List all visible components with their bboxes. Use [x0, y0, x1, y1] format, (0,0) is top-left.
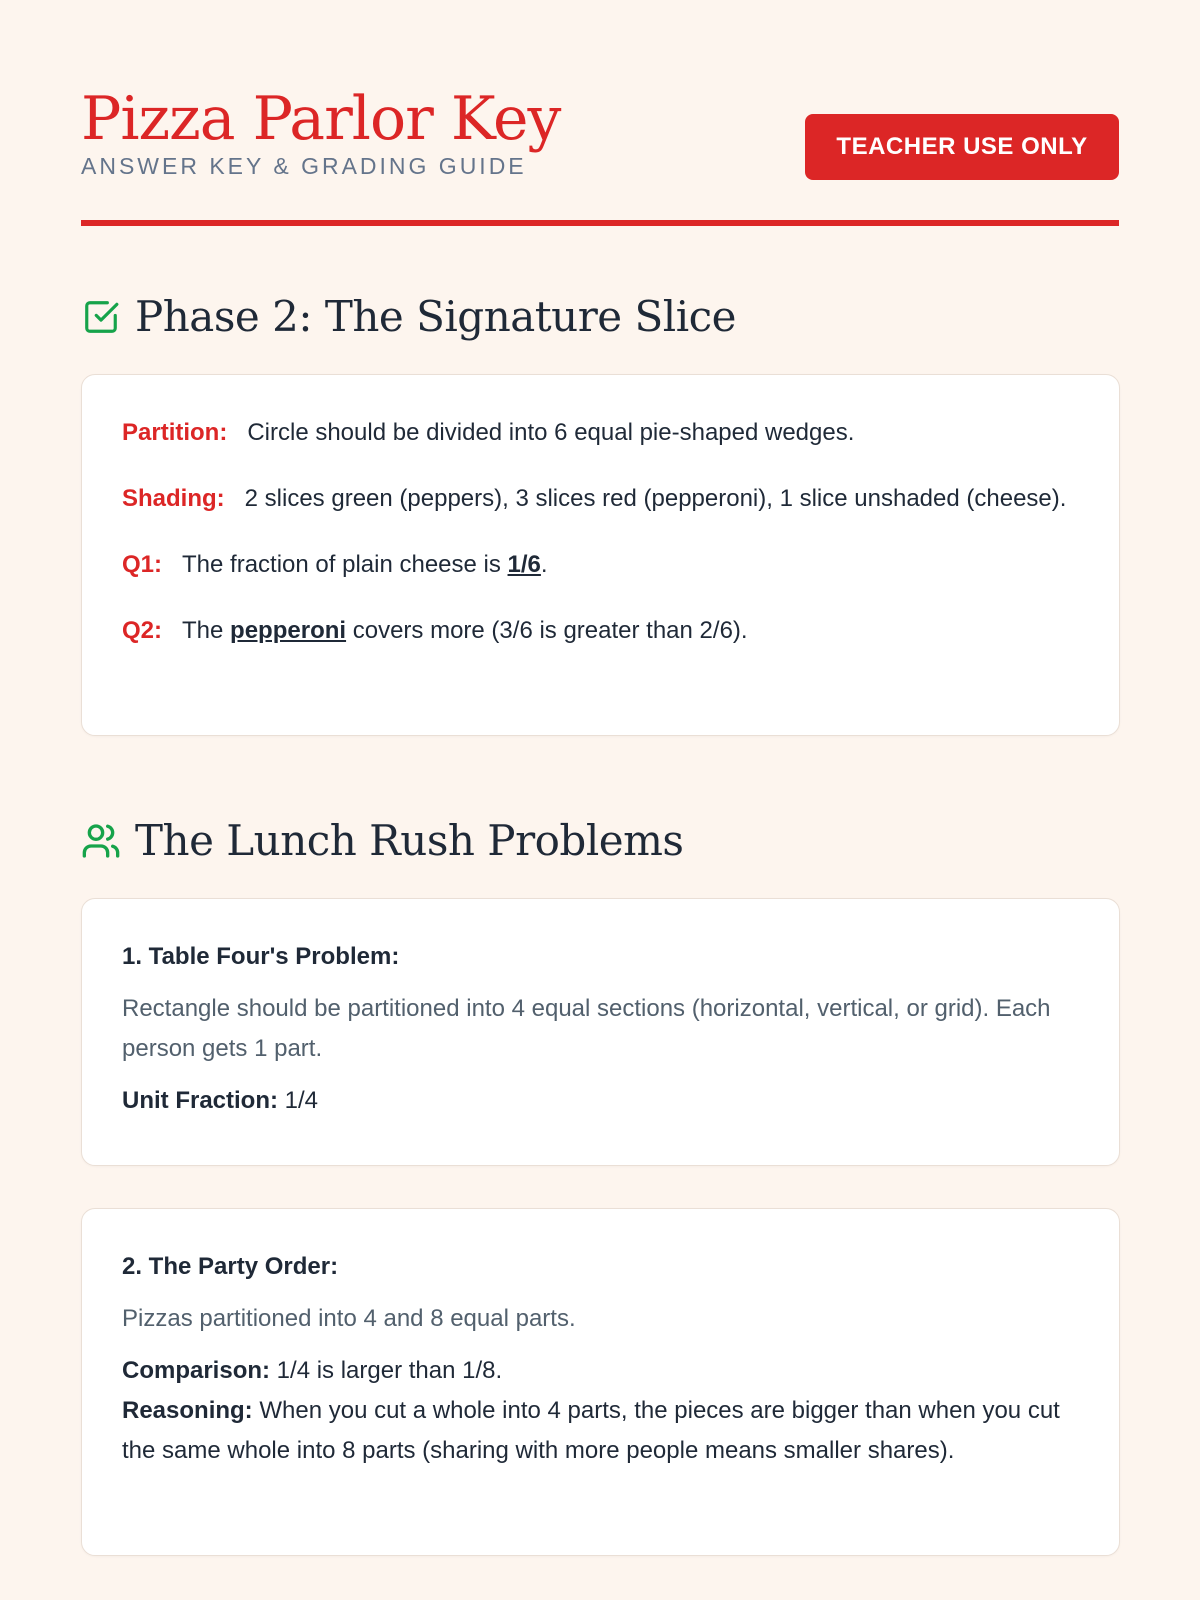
partition-label: Partition: [122, 419, 228, 446]
shading-label: Shading: [122, 485, 225, 512]
q2-text-before: The [182, 617, 231, 644]
shading-text: 2 slices green (peppers), 3 slices red (pepperoni), 1 slice unshaded (cheese). [244, 485, 1067, 512]
q2-text [182, 611, 1079, 651]
problem1-description: Rectangle should be partitioned into 4 equal sections (horizontal, vertical, or grid). Each person gets 1 part. [122, 995, 1051, 1062]
header-divider [81, 220, 1119, 226]
reasoning-value: When you cut a whole into 4 parts, the pieces are bigger than when you cut the same whole into 8 parts (sharing with more people means smaller shares). [122, 1397, 1060, 1464]
lunch-rush-heading-text: The Lunch Rush Problems [135, 816, 684, 865]
page-subtitle: ANSWER KEY & GRADING GUIDE [81, 153, 527, 179]
q1-row [122, 545, 1079, 585]
unit-fraction-label: Unit Fraction: [122, 1087, 278, 1114]
q1-label: Q1: [122, 551, 163, 578]
comparison-value: 1/4 is larger than 1/8. [270, 1357, 503, 1384]
q2-label: Q2: [122, 617, 163, 644]
q1-answer: 1/6 [507, 551, 541, 578]
comparison-label: Comparison: [122, 1357, 271, 1384]
phase2-heading-text: Phase 2: The Signature Slice [135, 292, 737, 341]
teacher-use-badge: TEACHER USE ONLY [805, 114, 1119, 180]
phase2-heading [81, 292, 736, 341]
reasoning-label: Reasoning: [122, 1397, 253, 1424]
problem1-unit-fraction [122, 1081, 1079, 1121]
q1-text [182, 545, 1079, 585]
problem2-card [81, 1208, 1120, 1556]
problem2-description: Pizzas partitioned into 4 and 8 equal parts. [122, 1305, 576, 1332]
unit-fraction-value: 1/4 [278, 1087, 319, 1114]
problem1-card [81, 898, 1120, 1166]
page-header [81, 80, 1119, 228]
problem2-title: 2. The Party Order: [122, 1253, 339, 1280]
partition-text: Circle should be divided into 6 equal pie-shaped wedges. [247, 419, 855, 446]
page-title: Pizza Parlor Key [81, 84, 561, 154]
problem2-comparison [122, 1351, 1079, 1391]
q2-answer: pepperoni [230, 617, 347, 644]
checkbox-icon [81, 297, 121, 337]
q1-text-after: . [540, 551, 548, 578]
shading-row [122, 479, 1079, 519]
problem1-title: 1. Table Four's Problem: [122, 943, 400, 970]
lunch-rush-heading [81, 816, 684, 865]
phase2-card [81, 374, 1120, 736]
partition-row [122, 413, 1079, 453]
q2-text-after: covers more (3/6 is greater than 2/6). [346, 617, 748, 644]
problem2-reasoning [122, 1391, 1079, 1471]
q2-row [122, 611, 1079, 651]
q1-text-before: The fraction of plain cheese is [182, 551, 508, 578]
users-icon [81, 821, 121, 861]
